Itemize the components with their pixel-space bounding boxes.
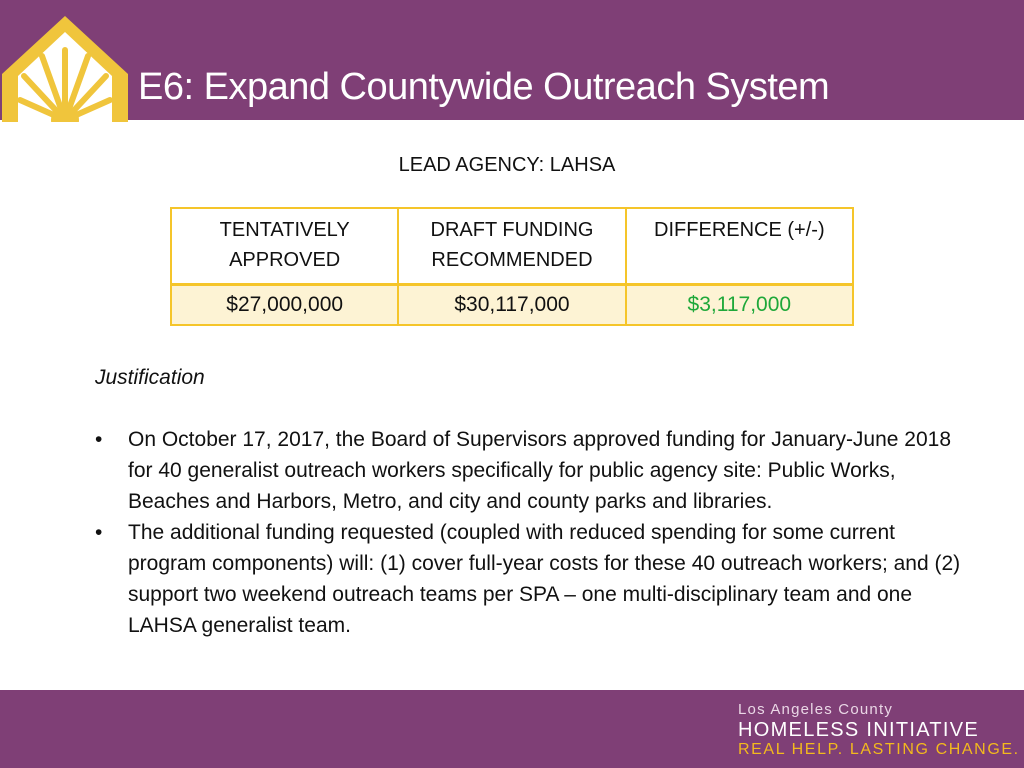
value-draft-funding: $30,117,000	[398, 285, 625, 326]
value-tentatively-approved: $27,000,000	[171, 285, 398, 326]
funding-table-value-row	[171, 285, 853, 326]
brand-tagline: REAL HELP. LASTING CHANGE.	[738, 741, 1020, 758]
lead-agency: LEAD AGENCY: LAHSA	[398, 154, 616, 176]
brand-initiative: HOMELESS INITIATIVE	[738, 719, 980, 741]
header-tentatively-approved: TENTATIVELY APPROVED	[171, 208, 398, 285]
list-item	[95, 424, 975, 517]
justification-heading: Justification	[95, 366, 205, 389]
slide-title: E6: Expand Countywide Outreach System	[138, 66, 830, 108]
header-draft-funding: DRAFT FUNDING RECOMMENDED	[398, 208, 625, 285]
bullet-text: The additional funding requested (coupled with reduced spending for some current program components) will: (1) cover full-year costs for these 40 outreach workers; and (2) support two weekend outreach teams per SPA – one multi-disciplinary team and one LAHSA generalist team.	[128, 521, 961, 637]
funding-table	[170, 207, 854, 326]
bullet-text: On October 17, 2017, the Board of Supervisors approved funding for January-June 2018 for 40 generalist outreach workers specifically for public agency site: Public Works, Beaches and Harbors, Metro, and city and county parks and libraries.	[128, 428, 952, 513]
value-difference: $3,117,000	[626, 285, 853, 326]
justification-list	[95, 424, 975, 641]
sunburst-house-logo-icon	[0, 14, 130, 122]
list-item	[95, 517, 975, 641]
funding-table-header-row	[171, 208, 853, 285]
brand-county: Los Angeles County	[738, 701, 894, 718]
bullet-icon: •	[95, 521, 103, 544]
bullet-icon: •	[95, 428, 103, 451]
header-difference: DIFFERENCE (+/-)	[626, 208, 853, 285]
homeless-initiative-logo	[738, 702, 1020, 758]
